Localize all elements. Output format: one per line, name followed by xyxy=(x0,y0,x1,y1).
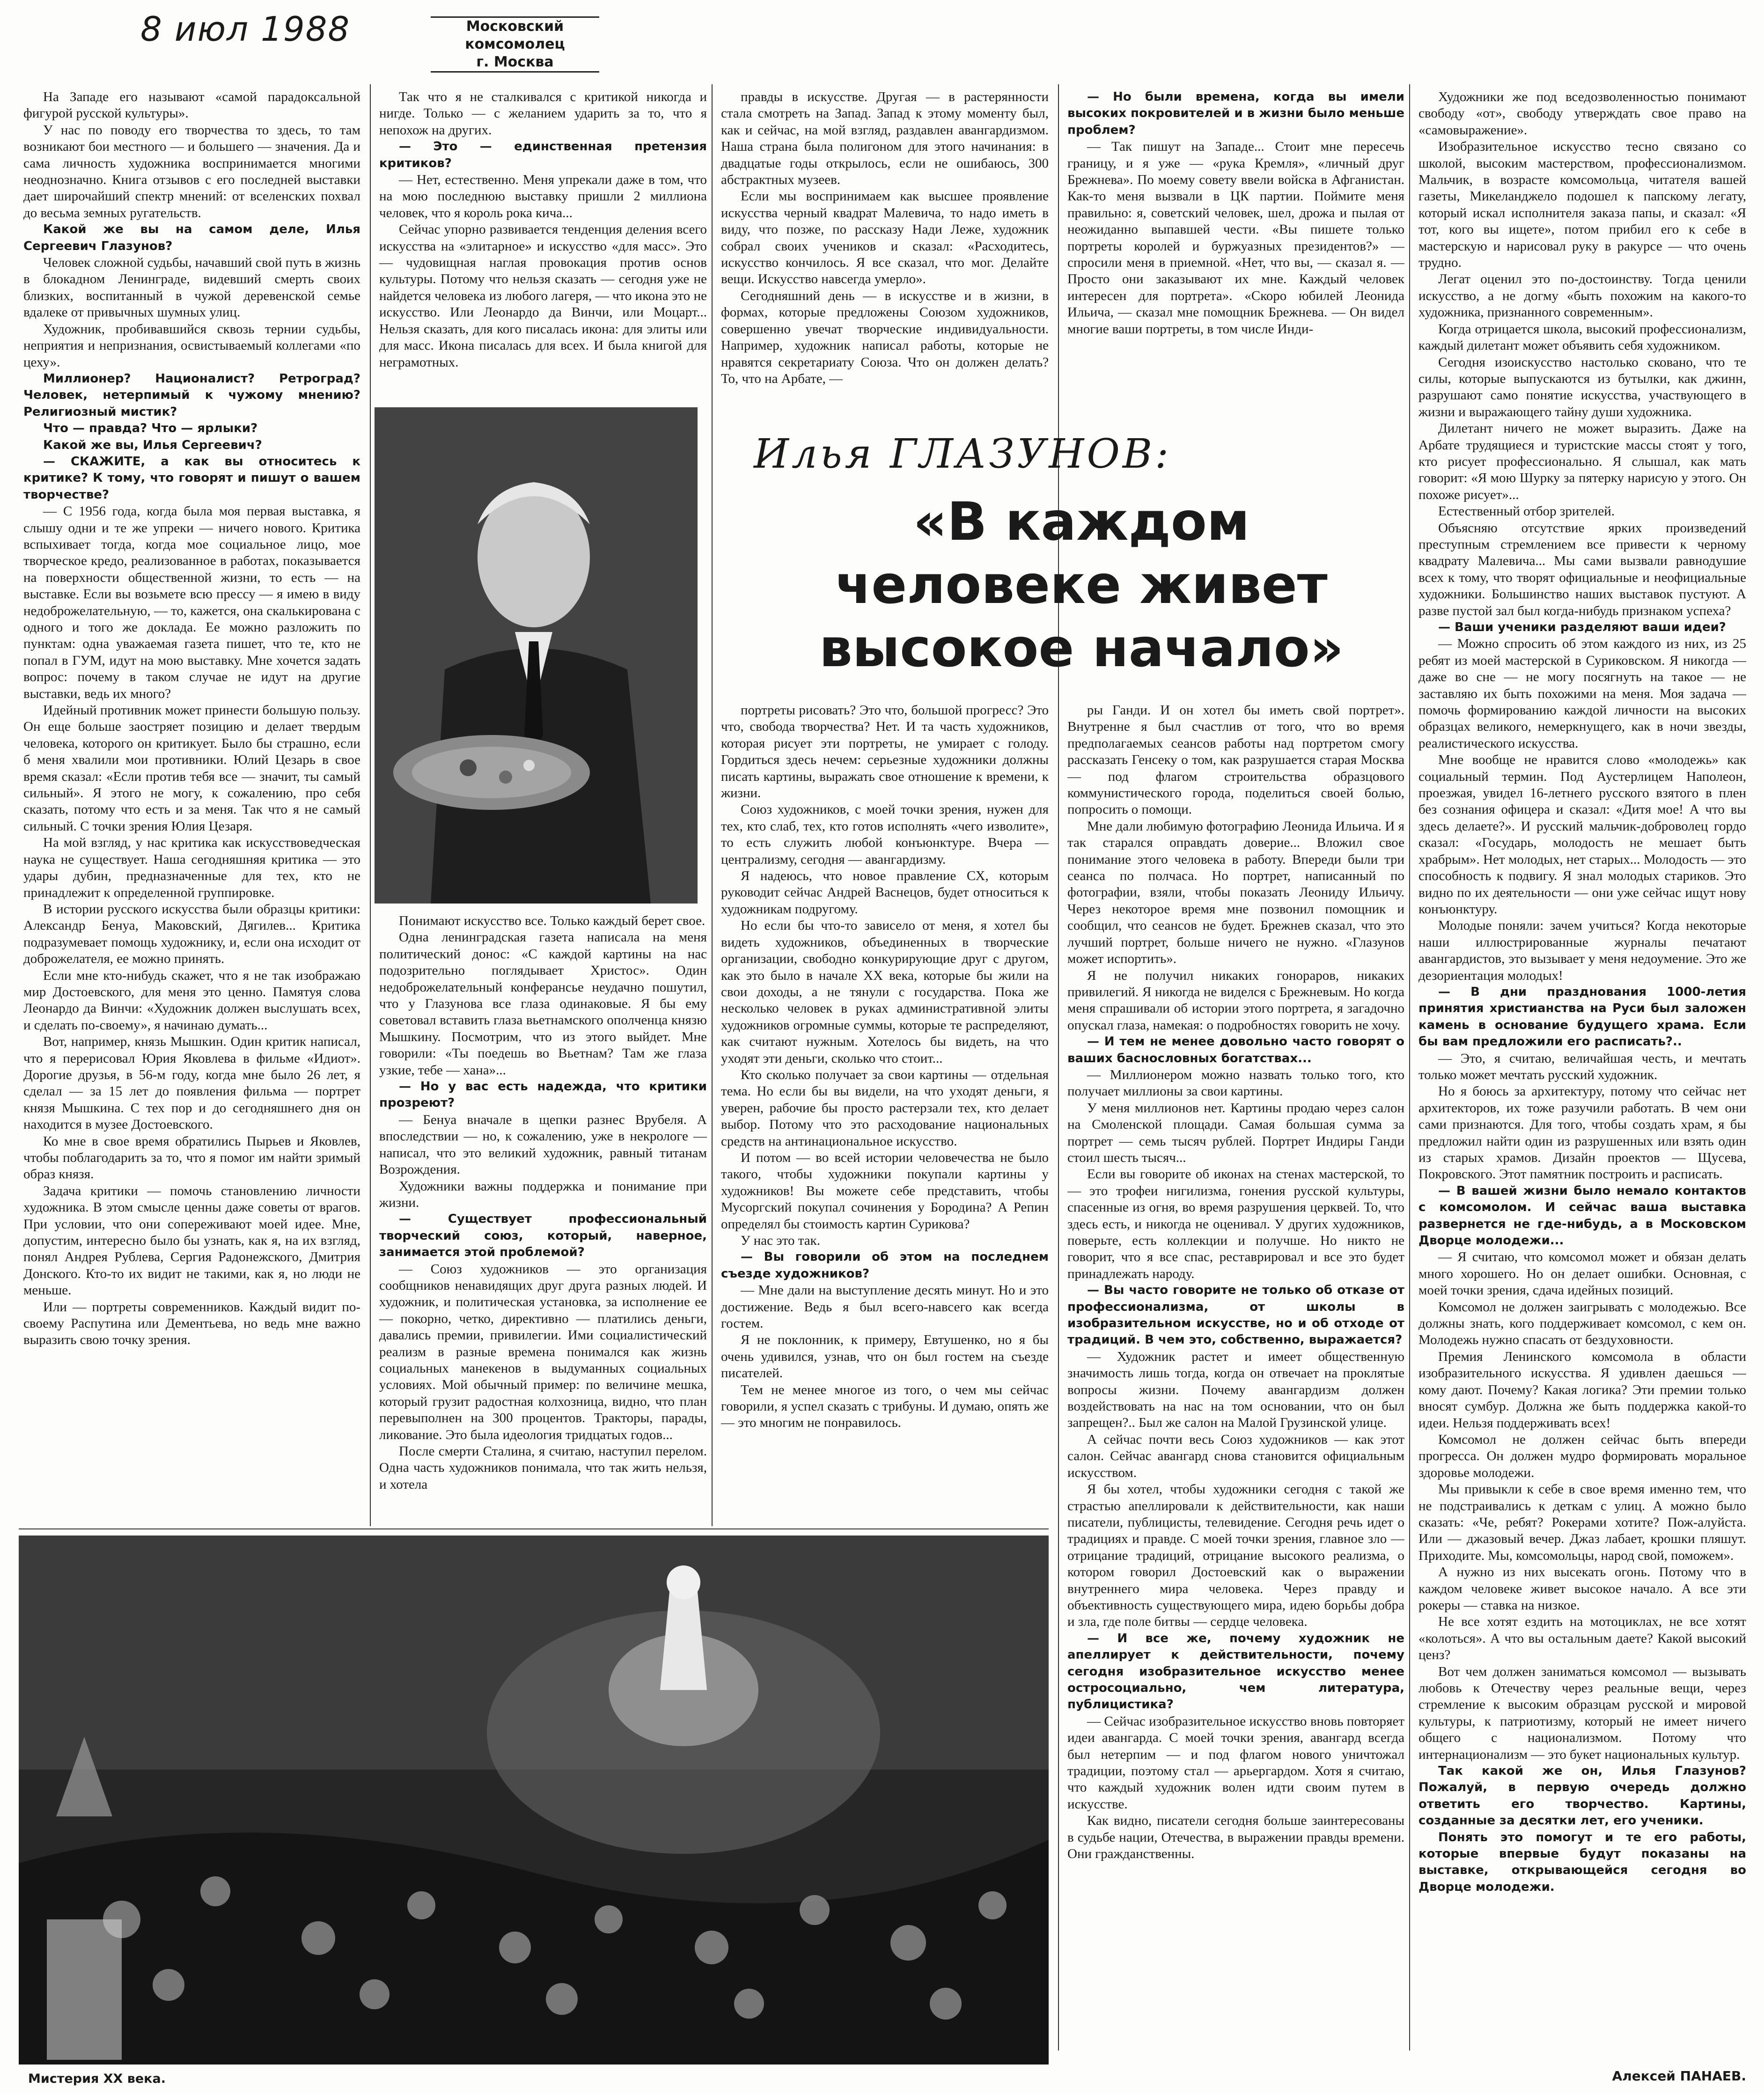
article-paragraph: Если вы говорите об иконах на стенах мастерской, то — это трофеи нигилизма, гонения русской культуры, спасенные из огня, во время разрушения церквей. То, что здесь есть, и никогда не оценивал. У других художников, поверьте, есть коллекции и получше. Но никто не говорит, что я все спас, реставрировал и все это будет принадлежать народу. xyxy=(1067,1167,1404,1281)
article-paragraph: Я бы хотел, чтобы художники сегодня с такой же страстью апеллировали к действительности, как наши писатели, публицисты, телевидение. Сегодня речь идет о традициях и правде. С моей точки зрения, главное зло — отрицание традиций, отрицание высокого реализма, о котором говорил Достоевский как о выражении внутреннего мира человека. Через правду и объективность существующего мира, идею борьбы добра и зла, где поле битвы — сердце человека. xyxy=(1067,1482,1404,1630)
interview-question: — СКАЖИТЕ, а как вы относитесь к критике? К тому, что говорят и пишут о вашем творчестве? xyxy=(23,454,360,502)
article-paragraph: Но я боюсь за архитектуру, потому что сейчас нет архитекторов, их тоже разучили работать. В чем они сами признаются. Для того, чтобы создать храм, я бы предложил найти один из разрушенных или взять один из старых храмов. Дизайн проектов — Щусева, Покровского. Этот памятник построить и расписать. xyxy=(1419,1084,1746,1182)
interview-question: — Существует профессиональный творческий союз, который, наверное, занимается этой проблемой? xyxy=(379,1212,707,1260)
newspaper-stamp xyxy=(431,16,599,73)
article-paragraph: — Мне дали на выступление десять минут. Но и это достижение. Ведь я был всего-навсего как всегда гостем. xyxy=(721,1283,1049,1331)
interview-question: Миллионер? Националист? Ретроград? Человек, нетерпимый к чужому мнению? Религиозный мистик? xyxy=(23,371,360,419)
article-paragraph: Мы привыкли к себе в свое время именно тем, что не подстраивались к деткам с улиц. А можно было сказать: «Че, ребят? Рокерами хотите? Пож-алуйста. Или — джазовый вечер. Джаз лабает, крошки пляшут. Приходите. Мы, комсомольцы, народ свой, поможем». xyxy=(1419,1482,1746,1563)
stamp-newspaper-name: Московский комсомолец xyxy=(465,18,565,52)
interview-question: Что — правда? Что — ярлыки? xyxy=(43,421,258,436)
article-paragraph: Объясняю отсутствие ярких произведений преступным стремлением все привести к черному квадрату Малевича... Мы сами вызвали равнодушие всех к тому, что творят официальные и неофициальные художники. Большинство наших выставок пустуют. А разве пустой зал был когда-нибудь признаком успеха? xyxy=(1419,520,1746,618)
article-paragraph: правды в искусстве. Другая — в растерянности стала смотреть на Запад. Запад к этому моменту был, как и сейчас, на мой взгляд, раздавлен авангардизмом. Наша страна была полигоном для этого начинания: в двадцатые годы открылось, если не ошибаюсь, 300 абстрактных музеев. xyxy=(721,89,1049,188)
painting-top-rule xyxy=(19,1528,1049,1529)
interview-question: Понять это помогут и те его работы, которые впервые будут показаны на выставке, открывающейся сегодня во Дворце молодежи. xyxy=(1419,1830,1746,1894)
article-column-4-top xyxy=(1067,89,1404,417)
clipping-header xyxy=(140,9,565,70)
article-paragraph: Если мне кто-нибудь скажет, что я не так изображаю мир Достоевского, для меня это ценно. Памятуя слова Леонардо да Винчи: «Художник должен выслушать всех, и сделать по-своему», я начинаю думать... xyxy=(23,968,360,1033)
article-paragraph: Или — портреты современников. Каждый видит по-своему Распутина или Дементьева, но ведь мне важно выразить свою точку зрения. xyxy=(23,1299,360,1348)
article-paragraph: — Это, я считаю, величайшая честь, и мечтать только может мечтать русский художник. xyxy=(1419,1051,1746,1082)
artist-photo xyxy=(375,407,698,904)
interview-question: Так какой же он, Илья Глазунов? Пожалуй, в первую очередь должно ответить его творчество. Картины, созданные за десятки лет, его ученики. xyxy=(1419,1764,1746,1828)
article-headline xyxy=(716,431,1447,693)
column-rule xyxy=(370,84,371,1526)
interview-question: Какой же вы, Илья Сергеевич? xyxy=(43,438,262,452)
article-paragraph: Идейный противник может принести большую пользу. Он еще больше заостряет позицию и делает твердым человека, которого он критикует. Было бы страшно, если б меня хвалили мои противники. Юлий Цезарь в свое время сказал: «Если против тебя все — значит, ты самый сильный». Я этого не могу, к сожалению, про себя сказать, потому что есть и за меня. Так что я не самый сильный. С точки зрения Юлия Цезаря. xyxy=(23,703,360,834)
painting-image xyxy=(19,1536,1049,2065)
article-paragraph: — Можно спросить об этом каждого из них, из 25 ребят из моей мастерской в Суриковском. Я никогда — даже во сне — не могу посягнуть на такое — не заставляю их быть похожими на меня. Моя задача — помочь формированию каждой личности на высоких образцах великого, немеркнущего, как в ночи звезды, реалистического искусства. xyxy=(1419,636,1746,751)
interview-question: Какой же вы на самом деле, Илья Сергеевич Глазунов? xyxy=(23,222,360,253)
article-paragraph: Сейчас упорно развивается тенденция деления всего искусства на «элитарное» и искусство «для масс». Это — чудовищная наглая провокация против основ культуры. Потому что нельзя сказать — сегодня уже не найдется человека из любого лагеря, — что икона это не искусство. Или Леонардо да Винчи, или Моцарт... Нельзя сказать, для кого писалась икона: для элиты или для масс. Икона писалась для всех. И была книгой для неграмотных. xyxy=(379,222,707,370)
article-paragraph: Союз художников, с моей точки зрения, нужен для тех, кто слаб, тех, кто готов исполнять «чего изволите», то есть служить любой конъюнктуре. Вчера — централизму, сегодня — авангардизму. xyxy=(721,802,1049,867)
article-paragraph: Кто сколько получает за свои картины — отдельная тема. Но если бы вы видели, на что уходят деньги, я уверен, рабочие бы просто растерзали тех, кто делает выбор. Потому что это расходование национальных средств на антинациональное искусство. xyxy=(721,1067,1049,1149)
article-paragraph: Легат оценил это по-достоинству. Тогда ценили искусство, а не догму «быть похожим на какого-то художника, признанного современным». xyxy=(1419,272,1746,320)
article-paragraph: Мне вообще не нравится слово «молодежь» как социальный термин. Под Аустерлицем Наполеон, проезжая, увидел 16-летнего русского взятого в плен без сознания офицера и сказал: «Дитя мое! А что вы здесь делаете?». И русский мальчик-доброволец гордо сказал: «Государь, молодость не мешает быть храбрым». Нет молодых, нет старых... Молодость — это способность к подвигу. Я знал молодых стариков. Это видно по их деятельности — они уже сейчас ищут нову конъюнктуру. xyxy=(1419,752,1746,917)
headline-author-name: Илья ГЛАЗУНОВ: xyxy=(754,431,1172,478)
article-paragraph: Изобразительное искусство тесно связано со школой, высоким мастерством, профессионализмом. Мальчик, в возрасте комсомольца, читателя вашей газеты, Микеланджело подошел к папскому легату, который искал исполнителя заказа папы, и сказал: «Я тот, кого вы ищете», потом прибил его к себе в мастерскую и нарисовал руку в ракурсе — что очень трудно. xyxy=(1419,139,1746,271)
interview-question: — Но были времена, когда вы имели высоких покровителей и в жизни было меньше проблем? xyxy=(1067,90,1404,137)
article-column-4-bottom xyxy=(1067,702,1404,2050)
interview-question: — Вы часто говорите не только об отказе от профессионализма, от школы в изобразительном искусстве, но и об отходе от традиций. В чем это, собственно, выражается? xyxy=(1067,1283,1404,1347)
article-paragraph: А нужно из них высекать огонь. Потому что в каждом человеке живет высокое начало. А все эти рокеры — ставка на низкое. xyxy=(1419,1565,1746,1613)
interview-question: — Но у вас есть надежда, что критики прозреют? xyxy=(379,1080,707,1110)
article-paragraph: Человек сложной судьбы, начавший свой путь в жизнь в блокадном Ленинграде, видевший смерть своих близких, воспитанный в чужой деревенской семье вдалеке от привычных шумных улиц. xyxy=(23,255,360,320)
article-paragraph: Если мы воспринимаем как высшее проявление искусства черный квадрат Малевича, то надо иметь в виду, что позже, по рассказу Нади Леже, художник собрал своих учеников и сказал: «Расходитесь, искусство кончилось. Я все сказал, что мог. Делайте вещи. Искусство навсегда умерло». xyxy=(721,189,1049,287)
article-column-2-top xyxy=(379,89,707,398)
interview-question: — Вы говорили об этом на последнем съезде художников? xyxy=(721,1250,1049,1281)
article-paragraph: В истории русского искусства были образцы критики: Александр Бенуа, Маковский, Дягилев... Критика подразумевает помощь художнику, и, если она исходит от доброжелателя, ее можно принять. xyxy=(23,901,360,967)
article-paragraph: Мне дали любимую фотографию Леонида Ильича. И я так старался оправдать доверие... Вложил свое понимание этого человека в работу. Впереди были три сеанса по полчаса. Но портрет, написанный по фотографии, взяли, чтобы показать Леониду Ильичу. Через некоторое время мне позвонил помощник и сообщил, что сеансов не будет. Брежнев сказал, что это лучший портрет, больше ничего не нужно. «Глазунов может испортить». xyxy=(1067,818,1404,967)
article-paragraph: Так что я не сталкивался с критикой никогда и нигде. Только — с желанием ударить за то, что я непохож на других. xyxy=(379,89,707,138)
article-paragraph: — Так пишут на Западе... Стоит мне пересечь границу, и я уже — «рука Кремля», «личный друг Брежнева». По моему совету ввели войска в Афганистан. Как-то меня вызвали в ЦК партии. Поймите меня правильно: я, советский человек, шел, дрожа и пылая от неожиданно выпавшей чести. «Вы пишете только портреты королей и буржуазных президентов?» — спросили меня в приемной. «Нет, что вы, — сказал я. — Просто они заказывают их мне. Каждый человек интересен для портрета». «Скоро юбилей Леонида Ильича, — сказал мне помощник Брежнева. — Он видел многие ваши портреты, в том числе Инди- xyxy=(1067,139,1404,337)
mystery-xx-century-painting xyxy=(19,1536,1049,2065)
column-rule xyxy=(1409,84,1410,2050)
article-paragraph: Премия Ленинского комсомола в области изобразительного искусства. Я удивлен даешься — кому дают. Почему? Какая логика? Эти премии только вносят сумбур. Должна же быть поддержка какой-то идеи. Нельзя поддерживать всех! xyxy=(1419,1349,1746,1431)
article-paragraph: Я не получил никаких гонораров, никаких привилегий. Я никогда не виделся с Брежневым. Но когда меня спрашивали об истории этого портрета, я загадочно опускал глаза, намекая: о подробностях говорить не хочу. xyxy=(1067,968,1404,1033)
article-column-5 xyxy=(1419,89,1746,2050)
column-rule xyxy=(1058,84,1059,2050)
article-paragraph: После смерти Сталина, я считаю, наступил перелом. Одна часть художников понимала, что так жить нельзя, и хотела xyxy=(379,1444,707,1492)
article-paragraph: Вот, например, князь Мышкин. Один критик написал, что я перерисовал Юрия Яковлева в фильме «Идиот». Дорогие друзья, в 56-м году, когда мне было 26 лет, я сделал — за 15 лет до появления фильма — портрет князя Мышкина. С тех пор и до сегодняшнего дня он находится в музее Достоевского. xyxy=(23,1034,360,1132)
article-paragraph: Одна ленинградская газета написала на меня политический донос: «С каждой картины на нас подозрительно поглядывает Христос». Один недоброжелательный конферансье неудачно пошутил, что у Глазунова все глаза одинаковые. Я бы ему советовал вставить глаза вьетнамского ополченца князю Мышкину. Посмотрим, что из этого выйдет. Мне говорили: «Ты поедешь во Вьетнам? Там же глаза узкие, тебе — хана»... xyxy=(379,930,707,1078)
article-paragraph: — С 1956 года, когда была моя первая выставка, я слышу одни и те же упреки — ничего нового. Критика вспыхивает тогда, когда мое социальное лицо, мое творческое кредо, реализованное в работах, показывается на поверхности общественной жизни, то есть — на выставке. Если вы возьмете всю прессу — я имею в виду недоброжелательную, — то, кажется, она скалькирована с одного и того же доклада. Ее можно разложить по пунктам: одна уважаемая газета пишет, что те, кто не попал в ГУМ, идут на мою выставку. Мне хочется задать вопрос: почему в таком случае не идут на другие выставки, ведь их много? xyxy=(23,504,360,701)
article-paragraph: Дилетант ничего не может выразить. Даже на Арбате трудящиеся и туристские массы стоят у того, кто рисует профессионально. Я слышал, как мать говорит: «Я мою Шурку за пятерку нарисую у этого. Он похоже рисует»... xyxy=(1419,421,1746,502)
article-paragraph: На Западе его называют «самой парадоксальной фигурой русской культуры». xyxy=(23,89,360,121)
stamp-city: г. Москва xyxy=(476,54,554,70)
article-paragraph: Комсомол не должен заигрывать с молодежью. Все должны знать, кого поддерживает комсомол, с кем он. Молодежь нужно спасать от бездуховности. xyxy=(1419,1299,1746,1348)
article-paragraph: Сегодня изоискусство настолько сковано, что те силы, которые выпускаются из бутылки, как джинн, разрушают само понятие искусства, участвующего в жизни и выражающего тайну души художника. xyxy=(1419,354,1746,419)
article-column-2-bottom xyxy=(379,913,707,1526)
article-paragraph: Комсомол не должен сейчас быть впереди прогресса. Он должен мудро формировать моральное здоровье молодежи. xyxy=(1419,1432,1746,1480)
interview-question: — И все же, почему художник не апеллирует к действительности, почему сегодня изобразительное искусство менее остросоциально, чем литература, публицистика? xyxy=(1067,1631,1404,1712)
headline-line-3: высокое начало» xyxy=(819,618,1344,679)
interview-question: — Ваши ученики разделяют ваши идеи? xyxy=(1438,620,1726,634)
article-paragraph: Когда отрицается школа, высокий профессионализм, каждый дилетант может объявить себя художником. xyxy=(1419,321,1746,353)
article-paragraph: — Нет, естественно. Меня упрекали даже в том, что на мою последнюю выставку пришли 2 миллиона человек, что я король рока кича... xyxy=(379,172,707,220)
article-paragraph: У нас это так. xyxy=(741,1233,821,1248)
article-paragraph: портреты рисовать? Это что, большой прогресс? Это что, свобода творчества? Нет. И та часть художников, которая рисует эти портреты, не умирает с голоду. Гордиться здесь нечем: серьезные художники должны писать картины, выражать свое отношение к времени, к жизни. xyxy=(721,703,1049,801)
article-paragraph: Я надеюсь, что новое правление СХ, которым руководит сейчас Андрей Васнецов, будет относиться к художникам подругому. xyxy=(721,868,1049,917)
article-paragraph: — Союз художников — это организация сообщников ненавидящих друг друга разных людей. И художник, и политическая установка, за исполнение ее — покорно, четко, директивно — платились деньги, давались премии, привилегии. Ими социалистический реализм в разные времена понимался как жизнь социальных манекенов в выдуманных социальных условиях. Мой обычный пример: по величине мешка, который грузит радостная колхозница, видно, что план перевыполнен на 300 процентов. Тракторы, парады, ликование. Это была идеология тридцатых годов... xyxy=(379,1261,707,1442)
article-paragraph: Как видно, писатели сегодня больше заинтересованы в судьбе нации, Отечества, в выражении правды времени. Они гражданственны. xyxy=(1067,1813,1404,1862)
column-rule xyxy=(712,84,713,1526)
headline-line-2: человеке живет xyxy=(835,555,1328,616)
article-paragraph: — Бенуа вначале в щепки разнес Врубеля. А впоследствии — но, к сожалению, уже в некрологе — написал, что это великий художник, равный титанам Возрождения. xyxy=(379,1112,707,1177)
article-paragraph: Художники же под вседозволенностью понимают свободу «от», свободу утверждать свое право на «самовыражение». xyxy=(1419,89,1746,138)
painting-caption: Мистерия XX века. xyxy=(28,2072,166,2086)
article-paragraph: — Я считаю, что комсомол может и обязан делать много хорошего. Но он делает ошибки. Основная, с моей точки зрения, сдача идейных позиций. xyxy=(1419,1249,1746,1298)
article-paragraph: Не все хотят ездить на мотоциклах, не все хотят «колоться». А что вы остальным даете? Какой высокий ценз? xyxy=(1419,1614,1746,1663)
article-paragraph: Но если бы что-то зависело от меня, я хотел бы видеть художников, объединенных в творческие организации, свободно конкурирующие друг с другом, как это было в начале XX века, которые бы жили на свои доходы, а не тянули с государства. Пока же несколько человек в руках административной элиты художников огромные суммы, которые те распределяют, как считают нужным. Хотелось бы видеть, на что уходят эти деньги, сколько что стоит... xyxy=(721,918,1049,1066)
article-paragraph: Задача критики — помочь становлению личности художника. В этом смысле ценны даже советы от врагов. При условии, что они сопереживают моей идее. Мне, допустим, интересно было бы узнать, как я, на их взгляд, понял Андрея Рублева, Сергия Радонежского, Дмитрия Донского. Кто-то их видит не такими, как я, но люди не меньше. xyxy=(23,1183,360,1298)
article-paragraph: У меня миллионов нет. Картины продаю через салон на Смоленской площади. Самая большая сумма за портрет — семь тысяч рублей. Портрет Индиры Ганди стоил шесть тысяч... xyxy=(1067,1100,1404,1165)
handwritten-date: 8 июл 1988 xyxy=(140,9,351,49)
article-column-1 xyxy=(23,89,360,1521)
article-paragraph: Я не поклонник, к примеру, Евтушенко, но я бы очень удивился, узнав, что он был гостем на съезде писателей. xyxy=(721,1332,1049,1381)
article-paragraph: Художники важны поддержка и понимание при жизни. xyxy=(379,1178,707,1210)
article-author: Алексей ПАНАЕВ. xyxy=(1612,2068,1746,2084)
article-paragraph: И потом — во всей истории человечества не было такого, чтобы художники покупали картины у художников! Вы можете себе представить, чтобы Мусоргский покупал сочинения у Бородина? А Репин определял бы стоимость картин Сурикова? xyxy=(721,1150,1049,1232)
article-paragraph: Художник, пробивавшийся сквозь тернии судьбы, неприятия и непризнания, освистываемый коллегами «по цеху». xyxy=(23,321,360,370)
article-paragraph: — Художник растет и имеет общественную значимость лишь тогда, когда он отвечает на проклятые вопросы жизни. Почему авангардизм должен воздействовать на нас на том основании, что он был запрещен?.. Был же салон на Малой Грузинской улице. xyxy=(1067,1349,1404,1431)
article-paragraph: А сейчас почти весь Союз художников — как этот салон. Сейчас авангард снова становится официальным искусством. xyxy=(1067,1432,1404,1480)
artist-portrait-image xyxy=(375,407,698,904)
article-paragraph: Вот чем должен заниматься комсомол — вызывать любовь к Отечеству через реальные вещи, через стремление к высоким образцам русской и мировой культуры, к патриотизму, который не имеет ничего общего с национализмом. Потому что интернационализм — это букет национальных культур. xyxy=(1419,1664,1746,1762)
interview-question: — В вашей жизни было немало контактов с комсомолом. И сейчас ваша выставка развернется не где-нибудь, а в Московском Дворце молодежи... xyxy=(1419,1183,1746,1248)
article-paragraph: — Миллионером можно назвать только того, кто получает миллионы за свои картины. xyxy=(1067,1067,1404,1099)
article-paragraph: — Сейчас изобразительное искусство вновь повторяет идеи авангарда. С моей точки зрения, авангард всегда был нетерпим — и под флагом нового уничтожал традиции, поэтому стал — арьергардом. Хотя я считаю, что каждый художник волен идти своим путем в искусстве. xyxy=(1067,1713,1404,1812)
article-paragraph: Молодые поняли: зачем учиться? Когда некоторые наши иллюстрированные журналы печатают авангардистов, это вызывает у меня недоумение. Это же дезориентация молодых! xyxy=(1419,918,1746,983)
article-paragraph: На мой взгляд, у нас критика как искусствоведческая наука не существует. Наша сегодняшняя критика — это удары дубин, предназначенные для тех, кто не принадлежит к определенной группировке. xyxy=(23,835,360,900)
article-paragraph: У нас по поводу его творчества то здесь, то там возникают бои местного — и большего — значения. Да и сама личность художника воспринимается многими неоднозначно. Книга отзывов с его последней выставки дает широчайший спектр мнений: от вселенских похвал до весьма земных ругательств. xyxy=(23,122,360,220)
article-paragraph: ры Ганди. И он хотел бы иметь свой портрет». Внутренне я был счастлив от того, что во время предполагаемых сеансов работы над портретом смогу рассказать Генсеку о том, как разрушается старая Москва — под флагом строительства образцового коммунистического города, поделиться своей болью, попросить о помощи. xyxy=(1067,703,1404,817)
headline-line-1: «В каждом xyxy=(913,492,1250,552)
interview-question: — И тем не менее довольно часто говорят о ваших баснословных богатствах... xyxy=(1067,1035,1404,1065)
article-column-3-bottom xyxy=(721,702,1049,1526)
interview-question: — В дни празднования 1000-летия принятия христианства на Руси был заложен камень в основание будущего храма. Если бы вам предложили его расписать?.. xyxy=(1419,985,1746,1049)
article-paragraph: Тем не менее многое из того, о чем мы сейчас говорили, я успел сказать с трибуны. И думаю, опять же — это многим не понравилось. xyxy=(721,1382,1049,1431)
article-paragraph: Сегодняшний день — в искусстве и в жизни, в формах, которые предложены Союзом художников, совершенно увечат творческие индивидуальности. Например, художник написал работы, которые не нравятся секретариату Союза. Что он должен делать? То, что на Арбате, — xyxy=(721,288,1049,386)
interview-question: — Это — единственная претензия критиков? xyxy=(379,140,707,170)
article-paragraph: Понимают искусство все. Только каждый берет свое. xyxy=(399,913,706,928)
article-column-3-top xyxy=(721,89,1049,417)
article-paragraph: Ко мне в свое время обратились Пырьев и Яковлев, чтобы поблагодарить за то, что я помог им найти зримый образ князя. xyxy=(23,1133,360,1182)
article-paragraph: Естественный отбор зрителей. xyxy=(1438,504,1615,519)
